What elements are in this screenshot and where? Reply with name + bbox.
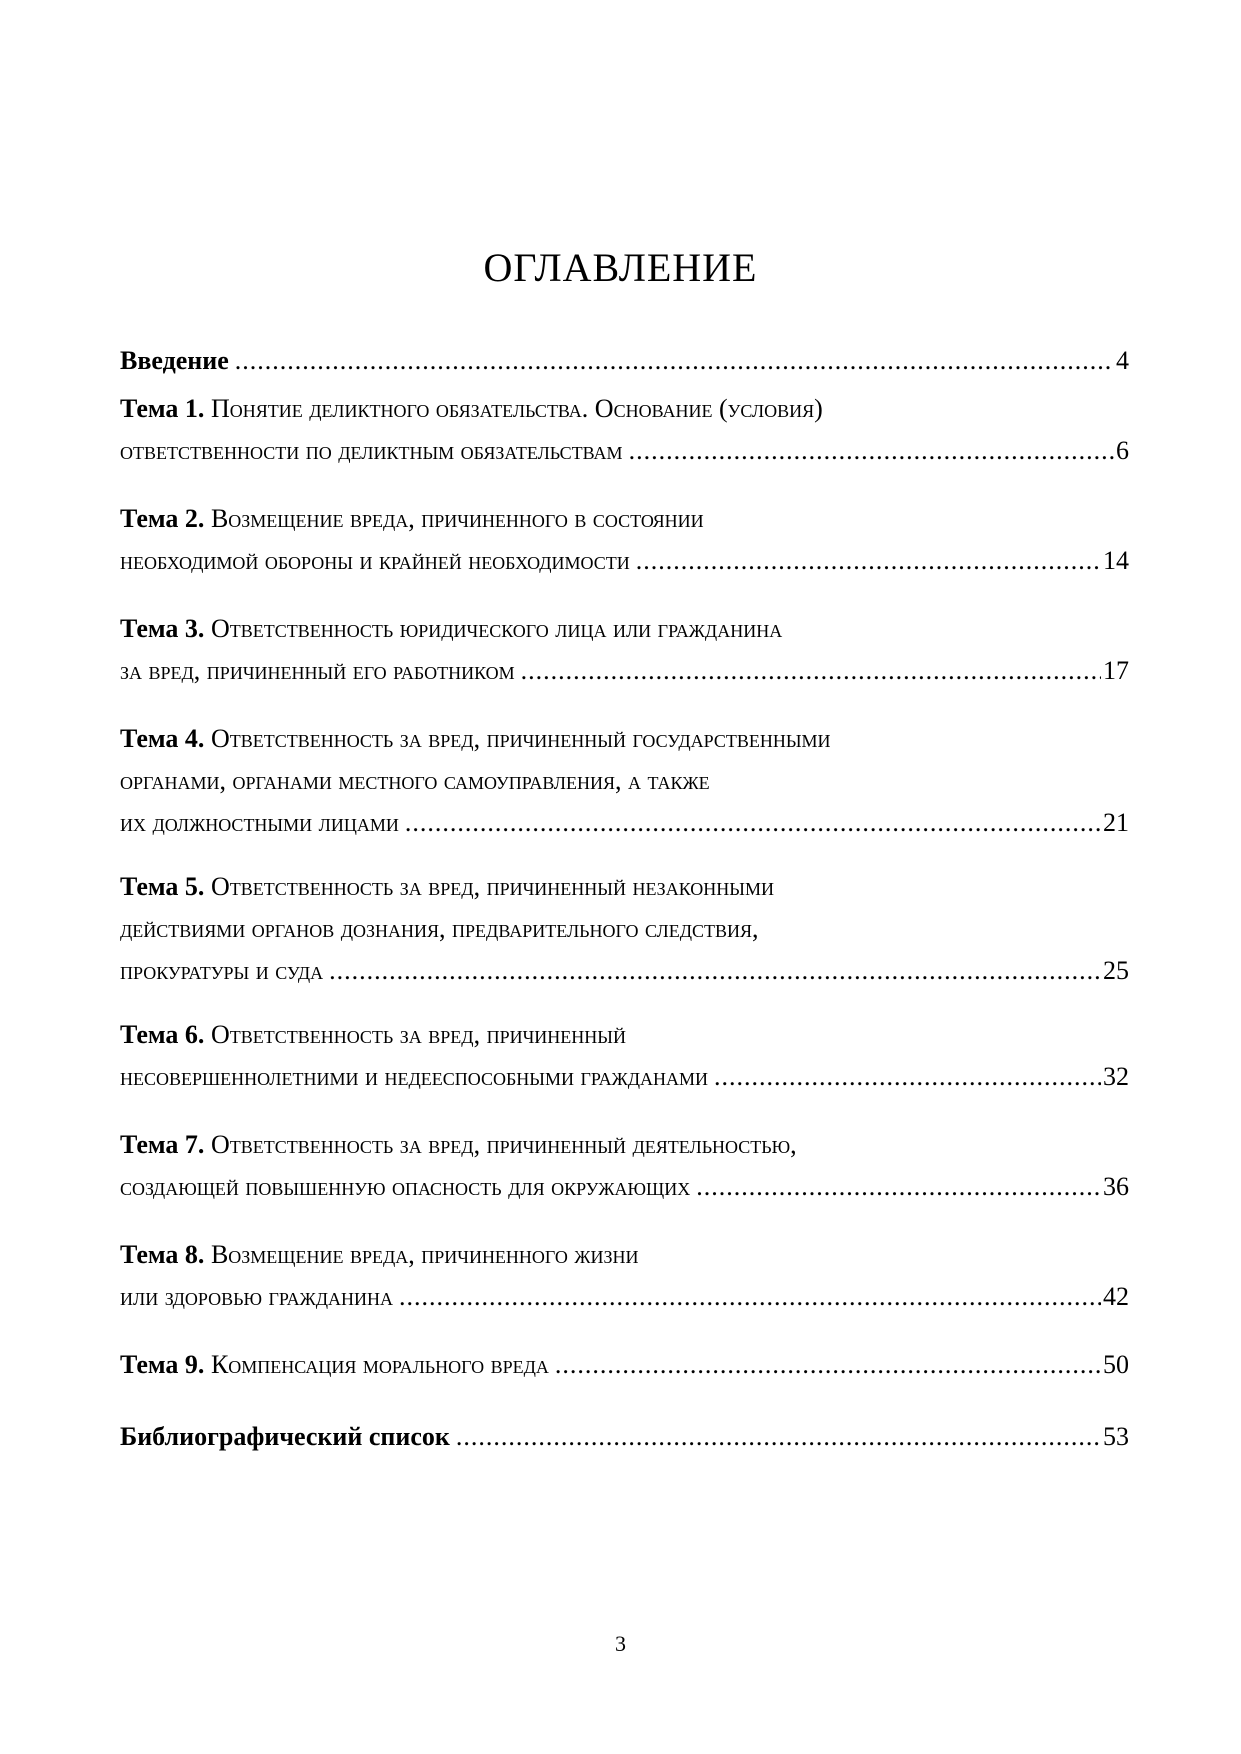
dot-leader <box>629 430 1114 472</box>
dot-leader <box>405 802 1101 844</box>
toc-topic-title-line: их должностными лицами <box>120 808 399 837</box>
toc-page-number: 6 <box>1116 436 1129 465</box>
toc-page-number: 21 <box>1103 808 1129 837</box>
toc-topic-title-line: Ответственность за вред, причиненный <box>210 1020 626 1049</box>
toc-entry-introduction[interactable] <box>120 340 1129 382</box>
toc-page-number: 36 <box>1103 1172 1129 1201</box>
toc-topic-title-line: ответственности по деликтным обязательствам <box>120 436 623 465</box>
toc-topic-title-line: Компенсация морального вреда <box>210 1350 549 1379</box>
toc-topic-title-line: прокуратуры и суда <box>120 956 324 985</box>
toc-topic-title-line: или здоровью гражданина <box>120 1282 393 1311</box>
toc-page-number: 17 <box>1103 656 1129 685</box>
toc-topic-title-line: Ответственность юридического лица или гражданина <box>210 614 783 643</box>
toc-page-number: 4 <box>1116 346 1129 375</box>
dot-leader <box>696 1166 1101 1208</box>
toc-topic-label: Тема 4. <box>120 724 205 753</box>
toc-entry-topic-7[interactable] <box>120 1124 1129 1208</box>
dot-leader <box>714 1056 1101 1098</box>
toc-topic-title-line: Возмещение вреда, причиненного жизни <box>210 1240 639 1269</box>
toc-page-number: 32 <box>1103 1062 1129 1091</box>
toc-entry-title: Введение <box>120 346 229 375</box>
toc-entry-topic-2[interactable] <box>120 498 1129 582</box>
toc-topic-title-line: несовершеннолетними и недееспособными гражданами <box>120 1062 709 1091</box>
toc-topic-label: Тема 3. <box>120 614 205 643</box>
toc-entry-topic-1[interactable] <box>120 388 1129 472</box>
toc-entry-title: Библиографический список <box>120 1422 450 1451</box>
toc-topic-title-line: Понятие деликтного обязательства. Основание (условия) <box>210 394 823 423</box>
toc-topic-label: Тема 1. <box>120 394 205 423</box>
dot-leader <box>521 650 1101 692</box>
toc-topic-title-line: Возмещение вреда, причиненного в состоянии <box>210 504 704 533</box>
toc-entry-topic-3[interactable] <box>120 608 1129 692</box>
toc-page-number: 53 <box>1103 1422 1129 1451</box>
toc-topic-title-line: за вред, причиненный его работником <box>120 656 515 685</box>
toc-topic-title-line: Ответственность за вред, причиненный государственными <box>210 724 831 753</box>
toc-entry-topic-5[interactable] <box>120 866 1129 992</box>
toc-page-number: 50 <box>1103 1350 1129 1379</box>
dot-leader <box>555 1344 1101 1386</box>
toc-topic-title-line: Ответственность за вред, причиненный незаконными <box>210 872 774 901</box>
toc-topic-title-line: органами, органами местного самоуправления, а также <box>120 766 710 795</box>
dot-leader <box>636 540 1101 582</box>
dot-leader <box>456 1416 1101 1458</box>
toc-topic-title-line: создающей повышенную опасность для окружающих <box>120 1172 691 1201</box>
toc-topic-label: Тема 9. <box>120 1350 205 1379</box>
toc-topic-label: Тема 6. <box>120 1020 205 1049</box>
dot-leader <box>399 1276 1101 1318</box>
dot-leader <box>235 340 1114 382</box>
toc-topic-title-line: Ответственность за вред, причиненный деятельностью, <box>210 1130 797 1159</box>
toc-topic-label: Тема 8. <box>120 1240 205 1269</box>
toc-page-number: 25 <box>1103 956 1129 985</box>
toc-entry-topic-6[interactable] <box>120 1014 1129 1098</box>
toc-page-number: 14 <box>1103 546 1129 575</box>
toc-entry-topic-8[interactable] <box>120 1234 1129 1318</box>
toc-entry-bibliography[interactable] <box>120 1416 1129 1458</box>
toc-topic-label: Тема 5. <box>120 872 205 901</box>
page-title: ОГЛАВЛЕНИЕ <box>483 245 758 290</box>
footer-page-number: 3 <box>615 1631 626 1656</box>
toc-entry-topic-4[interactable] <box>120 718 1129 844</box>
toc-entry-topic-9[interactable] <box>120 1344 1129 1386</box>
toc-topic-title-line: необходимой обороны и крайней необходимости <box>120 546 630 575</box>
toc-topic-title-line: действиями органов дознания, предварительного следствия, <box>120 914 759 943</box>
toc-topic-label: Тема 7. <box>120 1130 205 1159</box>
toc-page-number: 42 <box>1103 1282 1129 1311</box>
toc-topic-label: Тема 2. <box>120 504 205 533</box>
dot-leader <box>329 950 1101 992</box>
